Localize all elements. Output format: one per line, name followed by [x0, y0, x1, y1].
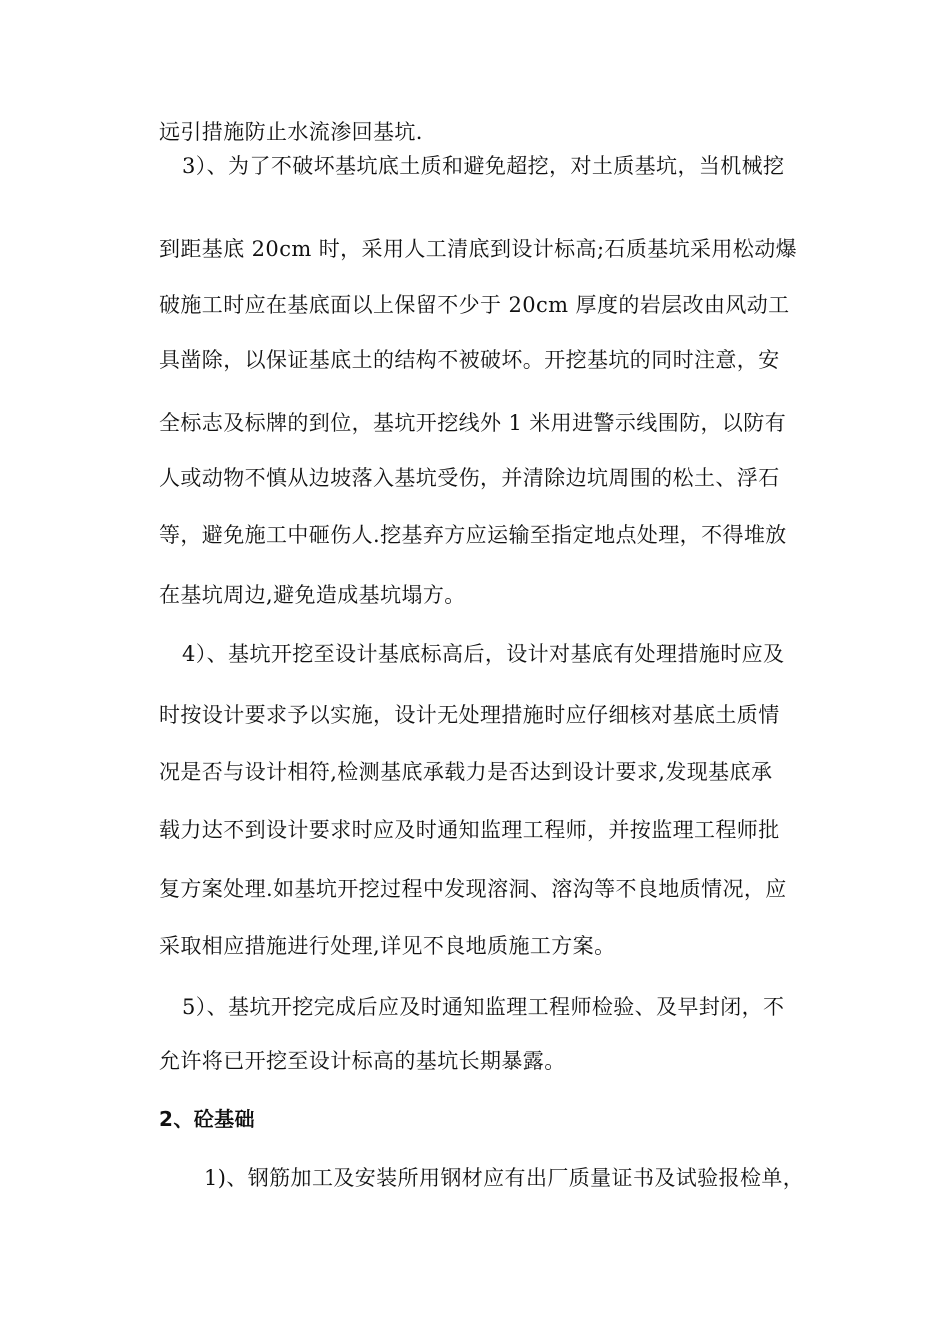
paragraph-line: 人或动物不慎从边坡落入基坑受伤，并清除边坑周围的松土、浮石 — [159, 466, 780, 490]
paragraph-line: 到距基底 20cm 时，采用人工清底到设计标高;石质基坑采用松动爆 — [159, 237, 798, 261]
paragraph-line: 况是否与设计相符,检测基底承载力是否达到设计要求,发现基底承 — [159, 760, 773, 784]
paragraph-line: 全标志及标牌的到位，基坑开挖线外 1 米用进警示线围防，以防有 — [159, 411, 787, 435]
paragraph-line: 破施工时应在基底面以上保留不少于 20cm 厚度的岩层改由风动工 — [159, 293, 790, 317]
paragraph-line: 允许将已开挖至设计标高的基坑长期暴露。 — [159, 1049, 566, 1073]
paragraph-line: 复方案处理.如基坑开挖过程中发现溶洞、溶沟等不良地质情况，应 — [159, 877, 787, 901]
item-4-line: 4）、基坑开挖至设计基底标高后，设计对基底有处理措施时应及 — [182, 642, 785, 666]
paragraph-line: 时按设计要求予以实施，设计无处理措施时应仔细核对基底土质情 — [159, 703, 780, 727]
paragraph-line: 采取相应措施进行处理,详见不良地质施工方案。 — [159, 934, 616, 958]
paragraph-line: 在基坑周边,避免造成基坑塌方。 — [159, 583, 466, 607]
item-3-line: 3）、为了不破坏基坑底土质和避免超挖，对土质基坑，当机械挖 — [182, 154, 785, 178]
paragraph-line: 等，避免施工中砸伤人.挖基弃方应运输至指定地点处理，不得堆放 — [159, 523, 787, 547]
paragraph-line: 具凿除，以保证基底土的结构不被破坏。开挖基坑的同时注意，安 — [159, 348, 780, 372]
sub-item-1-line: 1)、钢筋加工及安装所用钢材应有出厂质量证书及试验报检单， — [204, 1166, 805, 1190]
paragraph-line: 远引措施防止水流渗回基坑. — [159, 120, 423, 144]
paragraph-line: 载力达不到设计要求时应及时通知监理工程师，并按监理工程师批 — [159, 818, 780, 842]
item-5-line: 5）、基坑开挖完成后应及时通知监理工程师检验、及早封闭，不 — [182, 995, 785, 1019]
section-heading: 2、砼基础 — [159, 1107, 255, 1131]
